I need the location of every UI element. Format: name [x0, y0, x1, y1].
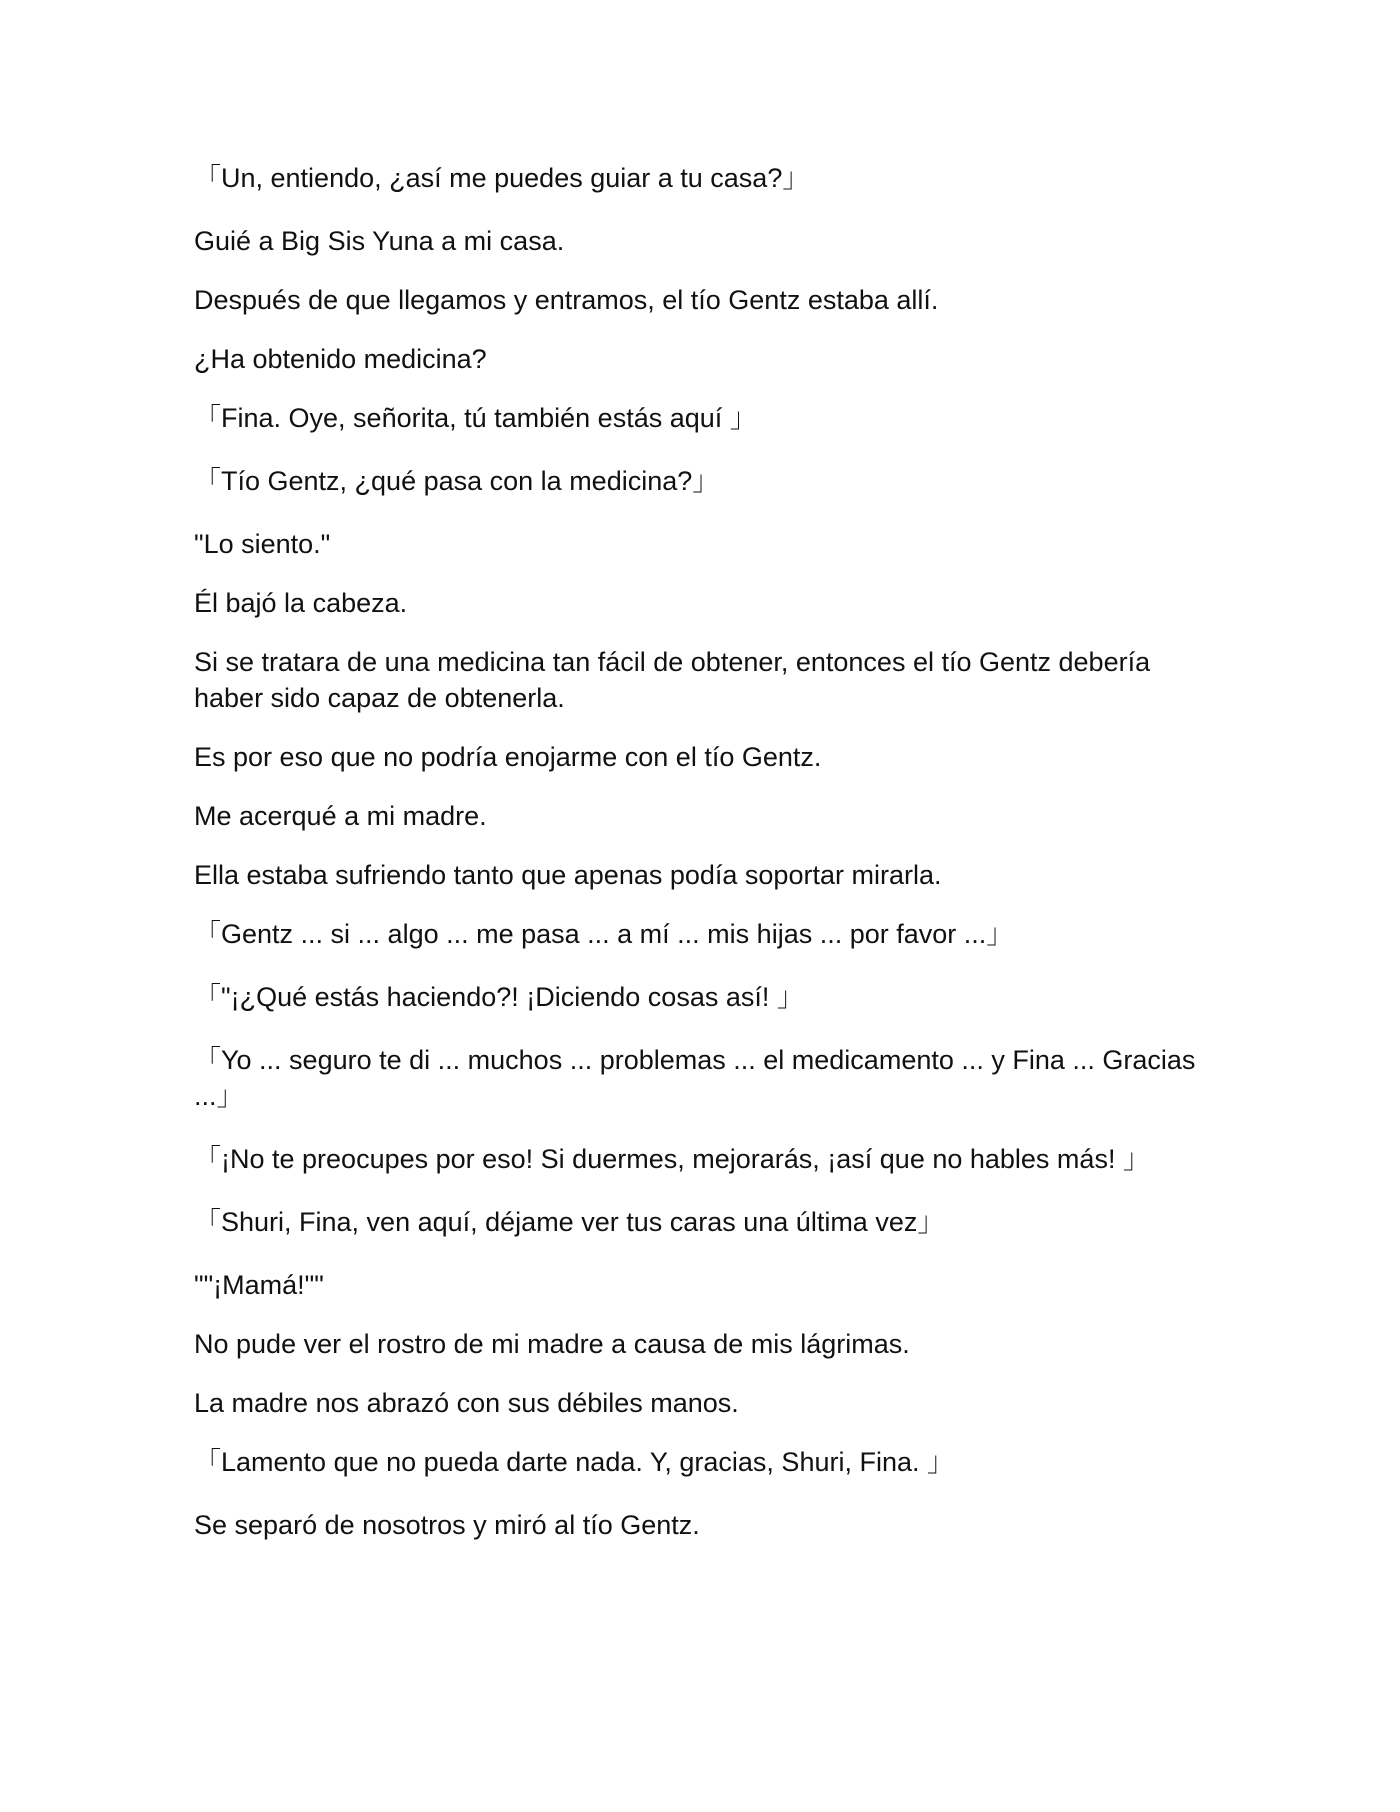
paragraph-8: Él bajó la cabeza. — [194, 588, 408, 618]
paragraph-6: 「Tío Gentz, ¿qué pasa con la medicina?」 — [194, 466, 720, 496]
paragraph-12: Ella estaba sufriendo tanto que apenas podía soportar mirarla. — [194, 860, 942, 890]
paragraph-13: 「Gentz ... si ... algo ... me pasa ... a mí ... mis hijas ... por favor ...」 — [194, 919, 1014, 949]
paragraph-22: Se separó de nosotros y miró al tío Gentz. — [194, 1510, 700, 1540]
paragraph-7: "Lo siento." — [194, 529, 331, 559]
paragraph-9: Si se tratara de una medicina tan fácil de obtener, entonces el tío Gentz debería haber sido capaz de obtenerla. — [194, 647, 1151, 713]
paragraph-18: ""¡Mamá!"" — [194, 1270, 324, 1300]
paragraph-4: ¿Ha obtenido medicina? — [194, 344, 487, 374]
paragraph-11: Me acerqué a mi madre. — [194, 801, 487, 831]
paragraph-10: Es por eso que no podría enojarme con el tío Gentz. — [194, 742, 822, 772]
paragraph-5: 「Fina. Oye, señorita, tú también estás aquí 」 — [194, 403, 757, 433]
paragraph-17: 「Shuri, Fina, ven aquí, déjame ver tus caras una última vez」 — [194, 1207, 945, 1237]
paragraph-1: 「Un, entiendo, ¿así me puedes guiar a tu casa?」 — [194, 163, 810, 193]
paragraph-14: 「"¡¿Qué estás haciendo?! ¡Diciendo cosas así! 」 — [194, 982, 804, 1012]
paragraph-20: La madre nos abrazó con sus débiles manos. — [194, 1388, 739, 1418]
paragraph-3: Después de que llegamos y entramos, el tío Gentz estaba allí. — [194, 285, 939, 315]
paragraph-21: 「Lamento que no pueda darte nada. Y, gracias, Shuri, Fina. 」 — [194, 1447, 954, 1477]
document-body — [194, 160, 1214, 1566]
paragraph-16: 「¡No te preocupes por eso! Si duermes, mejorarás, ¡así que no hables más! 」 — [194, 1144, 1150, 1174]
paragraph-15: 「Yo ... seguro te di ... muchos ... problemas ... el medicamento ... y Fina ... Gracias ...」 — [194, 1045, 1196, 1111]
paragraph-2: Guié a Big Sis Yuna a mi casa. — [194, 226, 565, 256]
paragraph-19: No pude ver el rostro de mi madre a causa de mis lágrimas. — [194, 1329, 910, 1359]
